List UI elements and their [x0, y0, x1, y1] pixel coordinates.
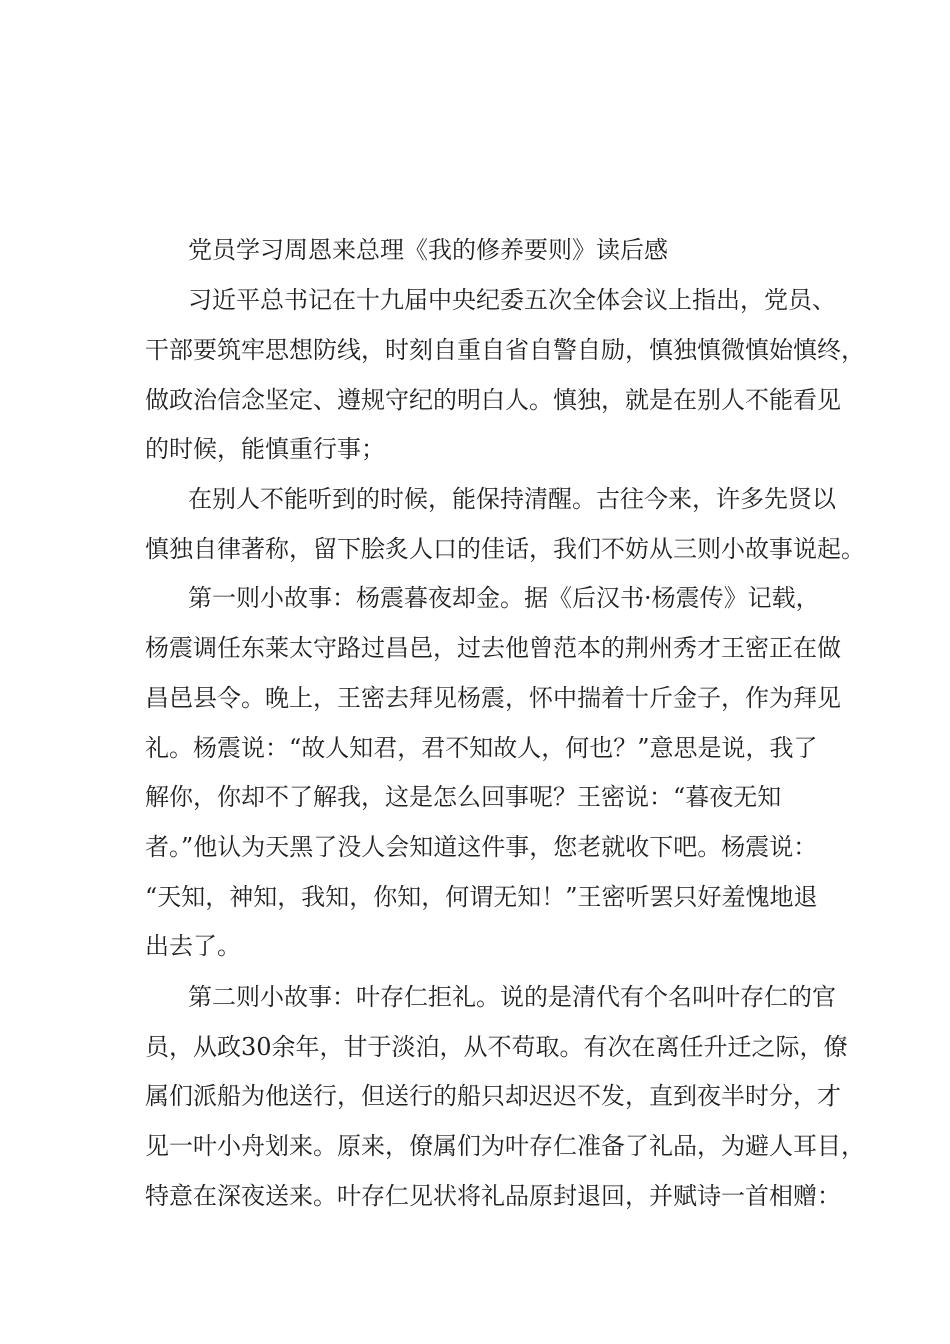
paragraph-line: 在别人不能听到的时候，能保持清醒。古往今来，许多先贤以 [188, 485, 836, 513]
paragraph-line: 员，从政30余年，甘于淡泊，从不苟取。有次在离任升迁之际，僚 [145, 1033, 848, 1061]
paragraph-line: 干部要筑牢思想防线，时刻自重自省自警自励，慎独慎微慎始慎终， [145, 336, 865, 364]
paragraph-line: 第二则小故事：叶存仁拒礼。说的是清代有个名叫叶存仁的官 [188, 983, 836, 1011]
paragraph-line: 特意在深夜送来。叶存仁见状将礼品原封退回，并赋诗一首相赠： [145, 1182, 841, 1210]
paragraph-line: 杨震调任东莱太守路过昌邑，过去他曾范本的荆州秀才王密正在做 [145, 634, 841, 662]
paragraph-line: 第一则小故事：杨震暮夜却金。据《后汉书·杨震传》记载， [188, 584, 820, 612]
document-title: 党员学习周恩来总理《我的修养要则》读后感 [188, 236, 668, 264]
paragraph-line: 属们派船为他送行，但送行的船只却迟迟不发，直到夜半时分，才 [145, 1082, 841, 1110]
paragraph-line: 做政治信念坚定、遵规守纪的明白人。慎独，就是在别人不能看见 [145, 386, 841, 414]
paragraph-line: 者。”他认为天黑了没人会知道这件事，您老就收下吧。杨震说： [145, 833, 818, 861]
paragraph-line: 昌邑县令。晚上，王密去拜见杨震，怀中揣着十斤金子，作为拜见 [145, 684, 841, 712]
paragraph-line: 见一叶小舟划来。原来，僚属们为叶存仁准备了礼品，为避人耳目， [145, 1132, 865, 1160]
paragraph-line: 慎独自律著称，留下脍炙人口的佳话，我们不妨从三则小故事说起。 [145, 535, 865, 563]
paragraph-line: 习近平总书记在十九届中央纪委五次全体会议上指出，党员、 [188, 286, 836, 314]
paragraph-line: “天知，神知，我知，你知，何谓无知！”王密听罢只好羞愧地退 [145, 883, 818, 911]
paragraph-line: 解你，你却不了解我，这是怎么回事呢？王密说：“暮夜无知 [145, 783, 782, 811]
paragraph-line: 出去了。 [145, 932, 241, 960]
paragraph-line: 礼。杨震说：“故人知君，君不知故人，何也？”意思是说，我了 [145, 734, 818, 762]
paragraph-line: 的时候，能慎重行事； [145, 435, 385, 463]
